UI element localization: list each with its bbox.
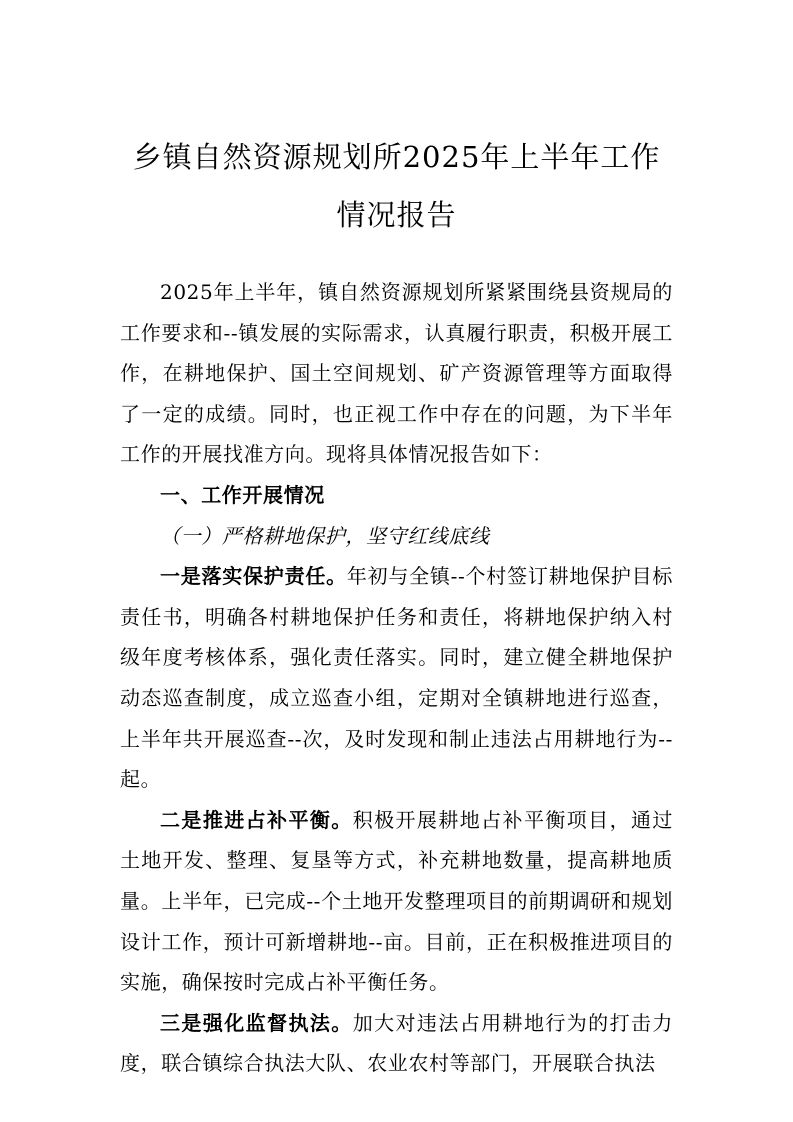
body-paragraph-2	[120, 800, 673, 1003]
document-title: 乡镇自然资源规划所2025年上半年工作情况报告	[132, 140, 661, 232]
paragraph-lead: 三是强化监督执法。	[160, 1010, 353, 1035]
body-paragraph-1	[120, 556, 673, 800]
paragraph-lead: 一是落实保护责任。	[160, 564, 347, 589]
subsection-heading-1: （一）严格耕地保护，坚守红线底线	[160, 523, 490, 548]
paragraph-text: 加大对违法占用耕地行为的打击力度，联合镇综合执法大队、农业农村等部门，开展联合执法	[120, 1010, 674, 1076]
body-paragraph-3	[120, 1003, 673, 1084]
paragraph-lead: 二是推进占补平衡。	[160, 807, 353, 832]
document-body	[120, 272, 673, 1084]
paragraph-text: 年初与全镇--个村签订耕地保护目标责任书，明确各村耕地保护任务和责任，将耕地保护纳入村级年度考核体系，强化责任落实。同时，建立健全耕地保护动态巡查制度，成立巡查小组，定期对全镇耕地进行巡查，上半年共开展巡查--次，及时发现和制止违法占用耕地行为--起。	[120, 564, 673, 792]
section-heading-1: 一、工作开展情况	[160, 482, 325, 507]
intro-paragraph: 2025年上半年，镇自然资源规划所紧紧围绕县资规局的工作要求和--镇发展的实际需求，认真履行职责，积极开展工作，在耕地保护、国土空间规划、矿产资源管理等方面取得了一定的成绩。同时，也正视工作中存在的问题，为下半年工作的开展找准方向。现将具体情况报告如下：	[120, 280, 673, 467]
paragraph-text: 积极开展耕地占补平衡项目，通过土地开发、整理、复垦等方式，补充耕地数量，提高耕地质量。上半年，已完成--个土地开发整理项目的前期调研和规划设计工作，预计可新增耕地--亩。目前，正在积极推进项目的实施，确保按时完成占补平衡任务。	[120, 807, 674, 995]
